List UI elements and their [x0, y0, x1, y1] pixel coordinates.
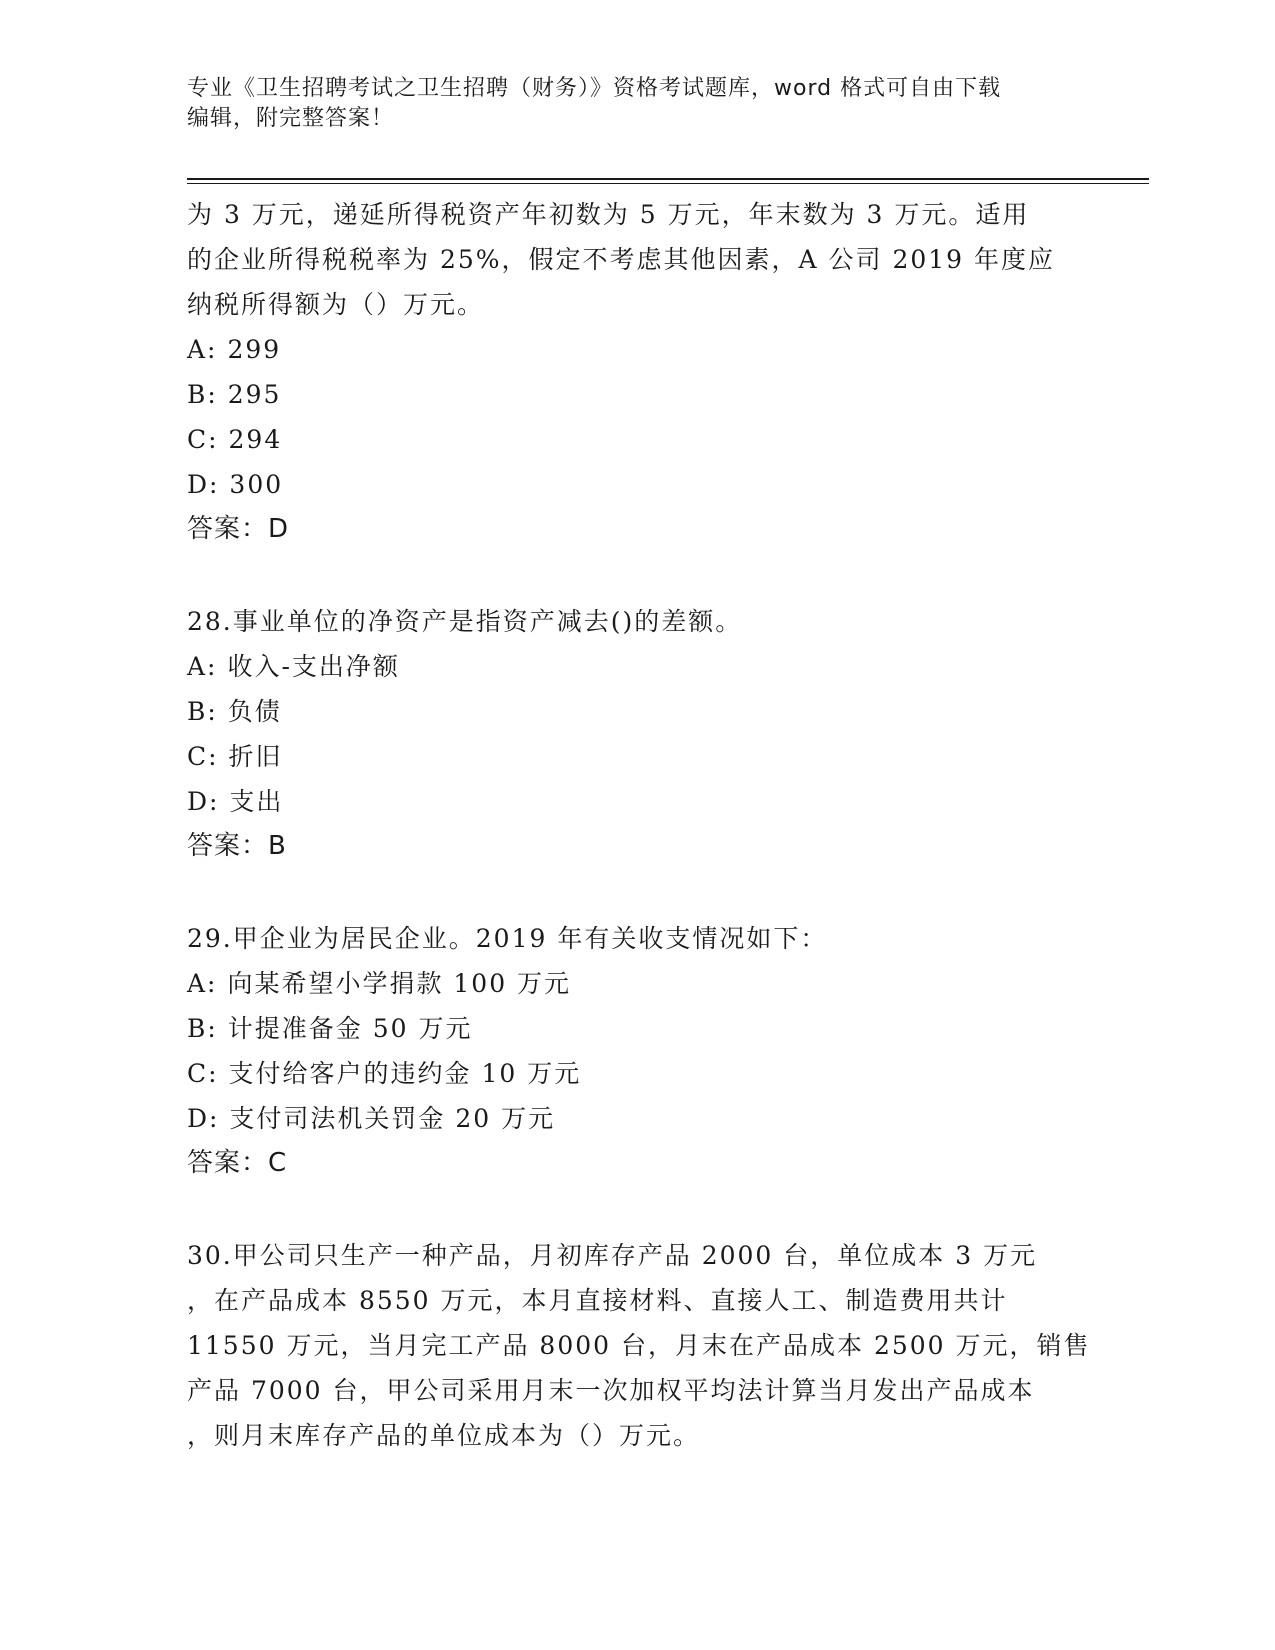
option-b: [187, 1006, 1087, 1051]
header-line-2: 编辑，附完整答案！: [187, 106, 395, 131]
option-b: [187, 372, 1087, 417]
question-28: [187, 599, 1087, 869]
question-stem-line: 的企业所得税税率为 25%，假定不考虑其他因素，A 公司 2019 年度应: [187, 245, 1056, 274]
question-stem-line: ，则月末库存产品的单位成本为（）万元。: [187, 1421, 701, 1450]
option-text: 负债: [227, 697, 282, 726]
option-letter: C:: [187, 425, 219, 454]
option-d: [187, 462, 1087, 507]
question-stem-line: 产品 7000 台，甲公司采用月末一次加权平均法计算当月发出产品成本: [187, 1376, 1035, 1405]
page-header: [187, 74, 1067, 134]
question-30: [187, 1233, 1091, 1458]
option-c: [187, 417, 1087, 462]
question-stem-line: 11550 万元，当月完工产品 8000 台，月末在产品成本 2500 万元，销售: [187, 1331, 1091, 1360]
option-letter: B:: [187, 1014, 218, 1043]
question-stem-line: 纳税所得额为（）万元。: [187, 290, 485, 319]
question-stem-line: 28.事业单位的净资产是指资产减去()的差额。: [187, 607, 743, 636]
option-letter: A:: [187, 969, 218, 998]
option-text: 收入-支出净额: [227, 652, 400, 681]
option-d: [187, 779, 1087, 824]
header-rule-thin: [187, 183, 1149, 184]
option-text: 向某希望小学捐款 100 万元: [227, 969, 572, 998]
option-c: [187, 734, 1087, 779]
question-27: [187, 192, 1087, 552]
option-text: 300: [229, 470, 284, 499]
option-text: 支付给客户的违约金 10 万元: [228, 1059, 582, 1088]
option-text: 支出: [229, 787, 284, 816]
option-text: 计提准备金 50 万元: [227, 1014, 473, 1043]
option-letter: C:: [187, 1059, 219, 1088]
option-letter: D:: [187, 787, 220, 816]
header-line-1: 专业《卫生招聘考试之卫生招聘（财务）》资格考试题库，word 格式可自由下载: [187, 76, 1002, 101]
question-stem-line: 为 3 万元，递延所得税资产年初数为 5 万元，年末数为 3 万元。适用: [187, 200, 1030, 229]
option-a: [187, 961, 1087, 1006]
option-text: 299: [227, 335, 282, 364]
option-letter: B:: [187, 380, 218, 409]
option-text: 折旧: [228, 742, 283, 771]
question-stem-line: ，在产品成本 8550 万元，本月直接材料、直接人工、制造费用共计: [187, 1286, 1008, 1315]
option-text: 支付司法机关罚金 20 万元: [229, 1104, 556, 1133]
question-stem-line: 30.甲公司只生产一种产品，月初库存产品 2000 台，单位成本 3 万元: [187, 1241, 1038, 1270]
question-29: [187, 916, 1087, 1186]
option-b: [187, 689, 1087, 734]
spacer: [187, 552, 1087, 599]
option-letter: D:: [187, 1104, 220, 1133]
spacer: [187, 1186, 1087, 1233]
option-a: [187, 327, 1087, 372]
option-text: 295: [227, 380, 282, 409]
option-letter: B:: [187, 697, 218, 726]
option-d: [187, 1096, 1087, 1141]
header-rule-thick: [187, 178, 1149, 180]
answer-line: 答案：B: [187, 831, 287, 861]
option-letter: A:: [187, 335, 218, 364]
option-letter: C:: [187, 742, 219, 771]
answer-line: 答案：D: [187, 514, 290, 544]
option-a: [187, 644, 1087, 689]
option-letter: A:: [187, 652, 218, 681]
option-letter: D:: [187, 470, 220, 499]
question-stem-line: 29.甲企业为居民企业。2019 年有关收支情况如下：: [187, 924, 828, 953]
option-text: 294: [228, 425, 283, 454]
option-c: [187, 1051, 1087, 1096]
answer-line: 答案：C: [187, 1148, 288, 1178]
spacer: [187, 869, 1087, 916]
question-content: [187, 192, 1091, 1458]
